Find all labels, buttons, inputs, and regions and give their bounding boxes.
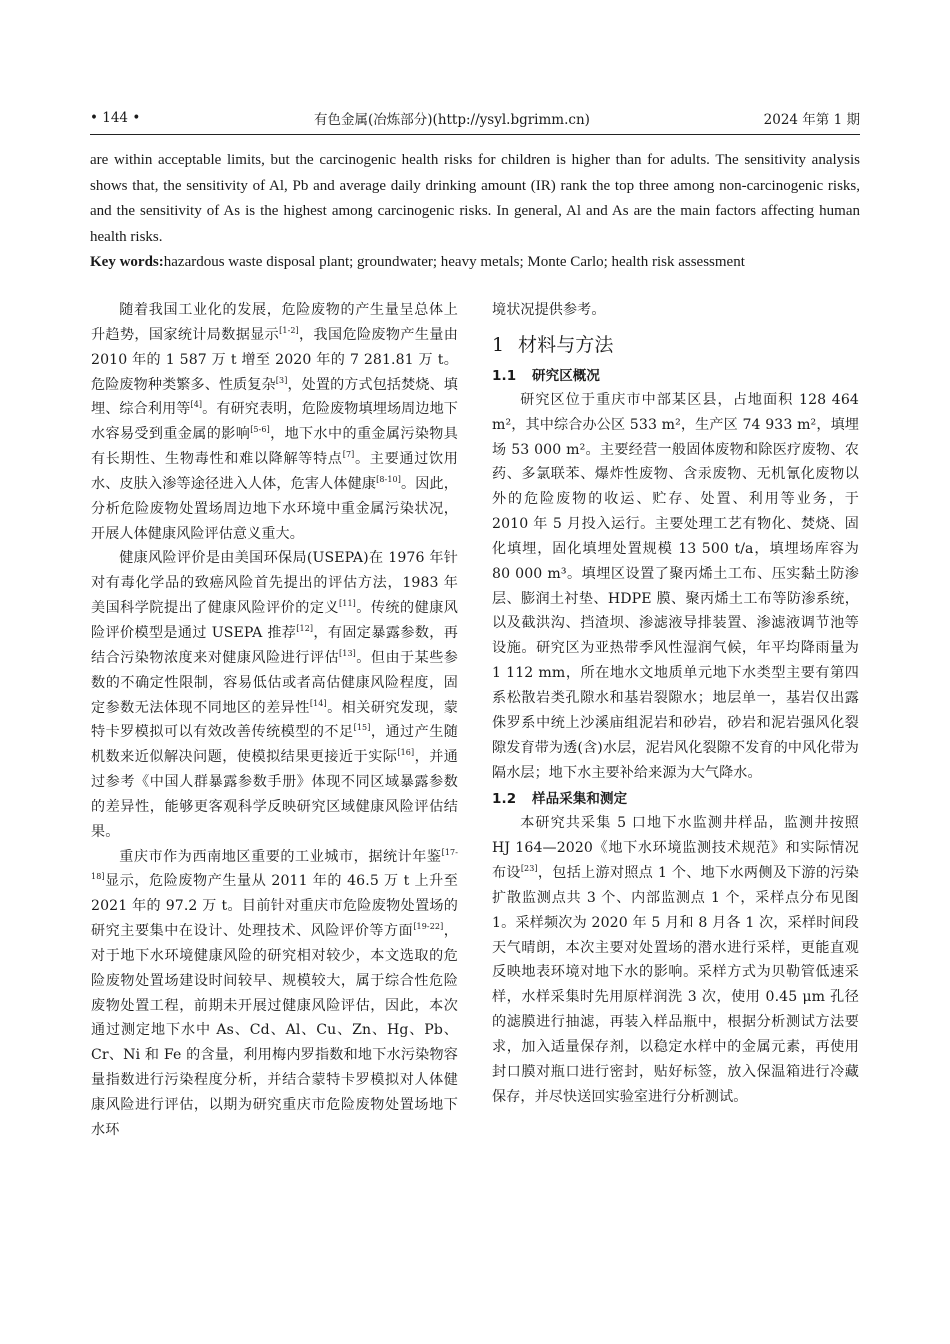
- citation: [17-18]: [91, 847, 458, 882]
- section-heading-1-1: 1.1 研究区概况: [492, 367, 600, 384]
- running-header: [90, 106, 860, 130]
- citation: [16]: [397, 748, 415, 758]
- citation: [8-10]: [376, 474, 401, 484]
- citation: [12]: [296, 623, 314, 633]
- citation: [15]: [353, 723, 371, 733]
- citation: [3]: [275, 375, 288, 385]
- page-number: • 144 •: [90, 110, 141, 126]
- paragraph-study-area: 研究区位于重庆市中部某区县，占地面积 128 464 m²，其中综合办公区 533 m²，生产区 74 933 m²，填埋场 53 000 m²。主要经营一般固体废物和除医疗废物、农药、多氯联苯、爆炸性废物、含汞废物、无机氰化废物以外的危险废物的收运、贮存、处置、利用等业务，于 2010 年 5 月投入运行。主要处理工艺有物化、焚烧、固化填埋，固化填埋处置规模 13 500 t/a，填埋场库容为 80 000 m³。填埋区设置了聚丙烯土工布、压实黏土防渗层、膨润土衬垫、HDPE 膜、聚丙烯土工布等防渗系统，以及截洪沟、挡渣坝、渗滤液导排装置、渗滤液调节池等设施。研究区为亚热带季风性湿润气候，年平均降雨量为 1 112 mm，所在地水文地质单元地下水类型主要有第四系松散岩类孔隙水和基岩裂隙水；地层单一，基岩仅出露侏罗系中统上沙溪庙组泥岩和砂岩，砂岩和泥岩强风化裂隙发育带为透(含)水层，泥岩风化裂隙不发育的中风化带为隔水层；地下水主要补给来源为大气降水。: [492, 391, 859, 781]
- paragraph-intro-1: 随着我国工业化的发展，危险废物的产生量呈总体上升趋势，国家统计局数据显示[1-2]，我国危险废物产生量由 2010 年的 1 587 万 t 增至 2020 年的 7 281.81 万 t。危险废物种类繁多、性质复杂[3]，处置的方式包括焚烧、填埋、综合利用等[4]。有研究表明，危险废物填埋场周边地下水容易受到重金属的影响[5-6]，地下水中的重金属污染物具有长期性、生物毒性和难以降解等特点[7]。主要通过饮用水、皮肤入渗等途径进入人体，危害人体健康[8-10]。因此，分析危险废物处置场周边地下水环境中重金属污染状况，开展人体健康风险评估意义重大。: [91, 302, 459, 542]
- citation: [5-6]: [250, 425, 270, 435]
- journal-title: 有色金属(冶炼部分)(http://ysyl.bgrimm.cn): [314, 112, 590, 128]
- right-column: [492, 298, 859, 1109]
- section-heading-1-2: 1.2 样品采集和测定: [492, 791, 628, 808]
- citation: [13]: [339, 648, 356, 658]
- header-rule: [90, 134, 860, 135]
- citation: [14]: [309, 698, 327, 708]
- citation: [23]: [520, 864, 538, 874]
- issue-label: 2024 年第 1 期: [763, 112, 860, 128]
- citation: [1-2]: [279, 325, 299, 335]
- paragraph-continuation: 境状况提供参考。: [492, 302, 606, 318]
- section-heading-1: 1 材料与方法: [492, 333, 614, 356]
- paragraph-intro-3: 重庆市作为西南地区重要的工业城市，据统计年鉴[17-18]显示，危险废物产生量从 2011 年的 46.5 万 t 上升至 2021 年的 97.2 万 t。目前针对重庆市危险废物处置场的研究主要集中在设计、处理技术、风险评价等方面[19-22]，对于地下水环境健康风险的研究相对较少，本文选取的危险废物处置场建设时间较早、规模较大，属于综合性危险废物处置工程，前期未开展过健康风险评估，因此，本次通过测定地下水中 As、Cd、Al、Cu、Zn、Hg、Pb、Cr、Ni 和 Fe 的含量，利用梅内罗指数和地下水污染物容量指数进行污染程度分析，并结合蒙特卡罗模拟对人体健康风险进行评估，以期为研究重庆市危险废物处置场地下水环: [91, 847, 458, 1138]
- english-abstract: are within acceptable limits, but the carcinogenic health risks for children is higher than for adults. The sensitivity analysis shows that, the sensitivity of Al, Pb and average daily drinking amount (IR) rank the top three among non-carcinogenic risks, and the sensitivity of As is the highest among carcinogenic risks. In general, Al and As are the main factors affecting human health risks.: [90, 152, 860, 245]
- citation: [11]: [339, 599, 356, 609]
- keywords-label: Key words:: [90, 254, 164, 270]
- keywords-line: [90, 250, 860, 274]
- paragraph-intro-2: 健康风险评价是由美国环保局(USEPA)在 1976 年针对有毒化学品的致癌风险首先提出的评估方法，1983 年美国科学院提出了健康风险评价的定义[11]。传统的健康风险评价模型是通过 USEPA 推荐[12]，有固定暴露参数，再结合污染物浓度来对健康风险进行评估[13]。但由于某些参数的不确定性限制，容易低估或者高估健康风险程度，固定参数无法体现不同地区的差异性[14]。相关研究发现，蒙特卡罗模拟可以有效改善传统模型的不足[15]，通过产生随机数来近似解决问题，使模拟结果更接近于实际[16]，并通过参考《中国人群暴露参数手册》体现不同区域暴露参数的差异性，能够更客观科学反映研究区域健康风险评估结果。: [91, 550, 459, 840]
- citation: [4]: [190, 400, 203, 410]
- citation: [7]: [342, 450, 355, 460]
- keywords: hazardous waste disposal plant; groundwater; heavy metals; Monte Carlo; health risk assessment: [163, 254, 745, 270]
- left-column: [91, 298, 458, 1143]
- paragraph-sampling: 本研究共采集 5 口地下水监测井样品，监测井按照 HJ 164—2020《地下水环境监测技术规范》和实际情况布设[23]，包括上游对照点 1 个、地下水两侧及下游的污染扩散监测点共 3 个、内部监测点 1 个，采样点分布见图 1。采样频次为 2020 年 5 月和 8 月各 1 次，采样时间段天气晴朗，本次主要对处置场的潜水进行采样，更能直观反映地表环境对地下水的影响。采样方式为贝勒管低速采样，水样采集时先用原样润洗 3 次，使用 0.45 μm 孔径的滤膜进行抽滤，再装入样品瓶中，根据分析测试方法要求，加入适量保存剂，以稳定水样中的金属元素，再使用封口膜对瓶口进行密封，贴好标签，放入保温箱进行冷藏保存，并尽快送回实验室进行分析测试。: [492, 815, 859, 1105]
- citation: [19-22]: [413, 922, 444, 932]
